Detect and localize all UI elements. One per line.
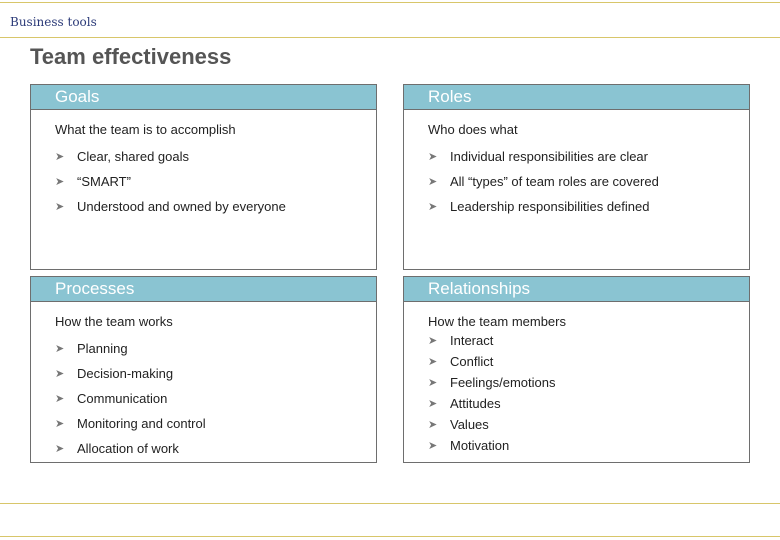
arrowhead-bullet-icon: ➤ [55,418,65,430]
header-label: Business tools [10,15,97,29]
arrowhead-bullet-icon: ➤ [428,201,438,213]
goals-quadrant [30,84,377,270]
footer-rule [0,503,780,504]
list-item: ➤ Understood and owned by everyone [55,199,286,214]
arrowhead-bullet-icon: ➤ [428,377,438,389]
list-item: ➤ Planning [55,341,128,356]
arrowhead-bullet-icon: ➤ [55,201,65,213]
goals-header: Goals [31,85,376,110]
list-item: ➤ Motivation [428,438,510,453]
list-item: ➤ Leadership responsibilities defined [428,199,650,214]
list-item: ➤ Values [428,417,489,432]
top-rule [0,2,780,3]
relationships-subtitle: How the team members [428,314,566,329]
page-title: Team effectiveness [30,44,232,69]
list-item: ➤ Monitoring and control [55,416,206,431]
arrowhead-bullet-icon: ➤ [55,393,65,405]
arrowhead-bullet-icon: ➤ [428,335,438,347]
arrowhead-bullet-icon: ➤ [428,176,438,188]
roles-quadrant [403,84,750,270]
list-item: ➤ All “types” of team roles are covered [428,174,659,189]
header-rule [0,37,780,38]
list-item: ➤ Clear, shared goals [55,149,190,164]
arrowhead-bullet-icon: ➤ [428,398,438,410]
arrowhead-bullet-icon: ➤ [428,151,438,163]
arrowhead-bullet-icon: ➤ [428,419,438,431]
list-item: ➤ Interact [428,333,494,348]
list-item: ➤ Allocation of work [55,441,179,456]
arrowhead-bullet-icon: ➤ [55,368,65,380]
bottom-rule [0,536,780,537]
relationships-header: Relationships [404,277,749,302]
roles-subtitle: Who does what [428,122,518,137]
processes-header: Processes [31,277,376,302]
list-item: ➤ “SMART” [55,174,131,189]
list-item: ➤ Individual responsibilities are clear [428,149,648,164]
list-item: ➤ Conflict [428,354,494,369]
processes-subtitle: How the team works [55,314,173,329]
arrowhead-bullet-icon: ➤ [428,440,438,452]
arrowhead-bullet-icon: ➤ [55,343,65,355]
list-item: ➤ Decision-making [55,366,174,381]
relationships-quadrant [403,276,750,463]
list-item: ➤ Communication [55,391,168,406]
processes-quadrant [30,276,377,463]
roles-header: Roles [404,85,749,110]
arrowhead-bullet-icon: ➤ [55,176,65,188]
arrowhead-bullet-icon: ➤ [428,356,438,368]
goals-subtitle: What the team is to accomplish [55,122,236,137]
arrowhead-bullet-icon: ➤ [55,443,65,455]
arrowhead-bullet-icon: ➤ [55,151,65,163]
list-item: ➤ Feelings/emotions [428,375,556,390]
list-item: ➤ Attitudes [428,396,501,411]
